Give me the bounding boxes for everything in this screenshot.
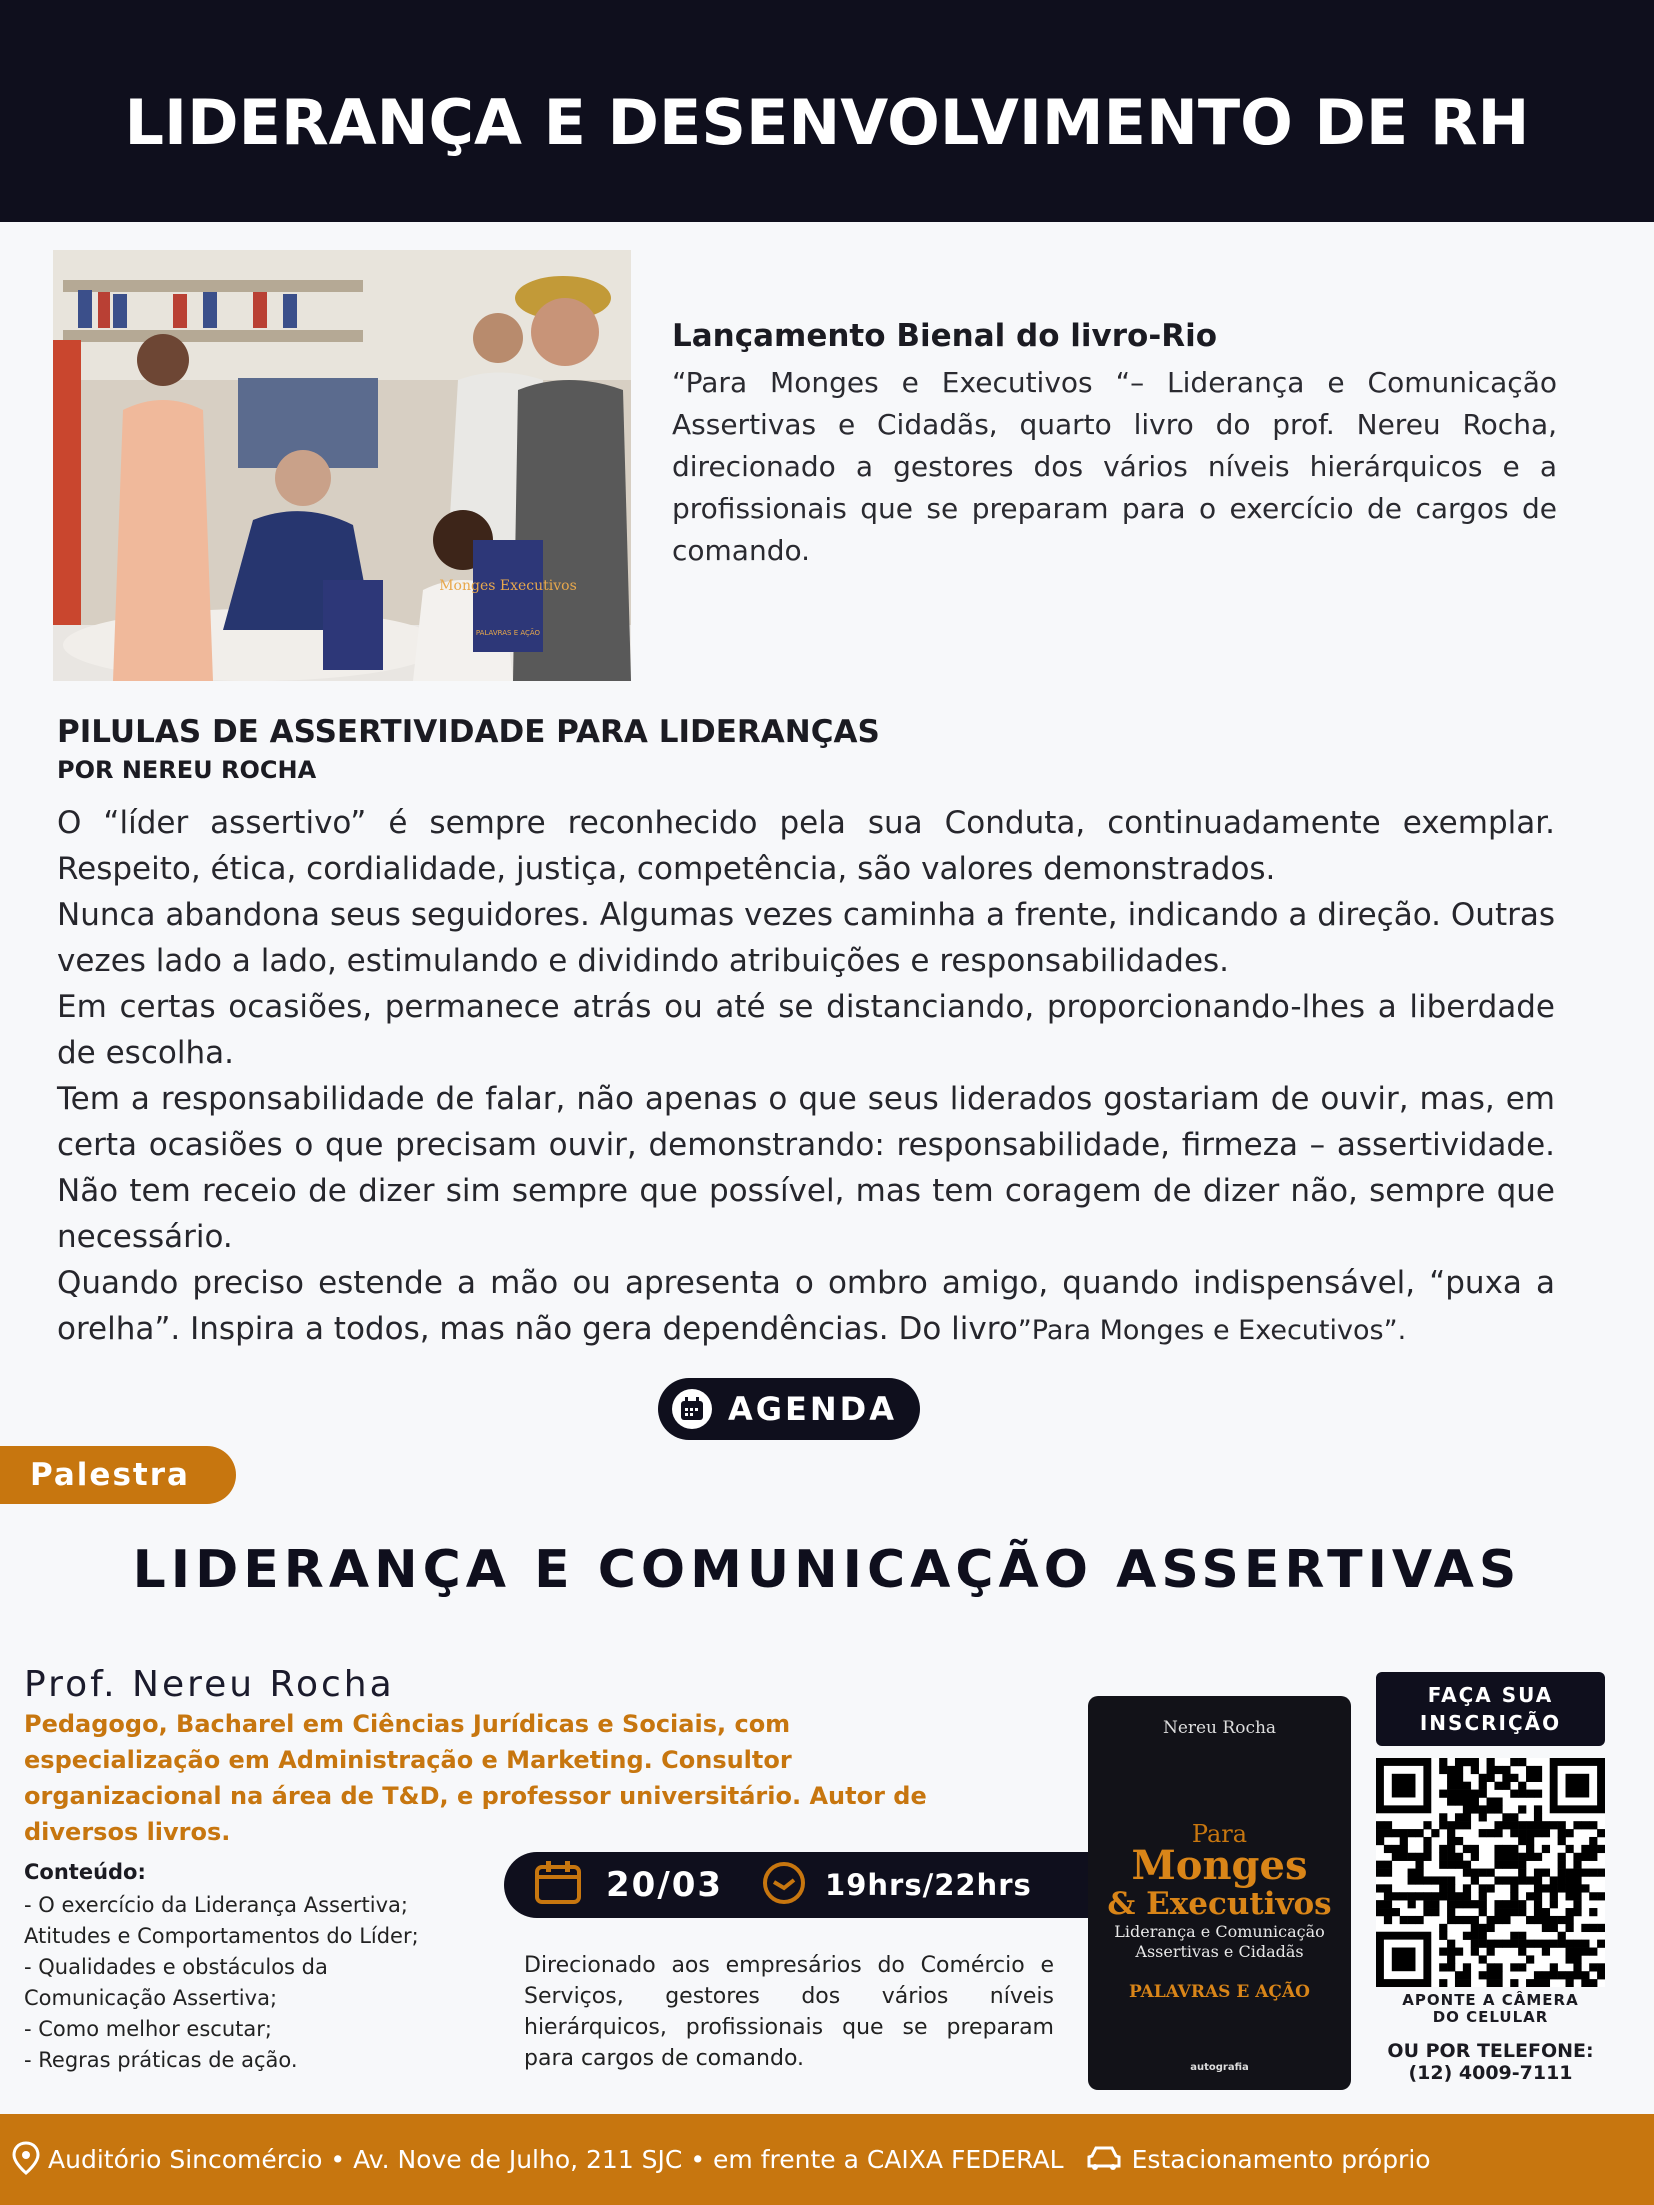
phone-contact [1376, 2040, 1605, 2084]
event-date-bar [504, 1852, 1090, 1918]
event-time: 19hrs/22hrs [825, 1868, 1032, 1902]
article-title: PILULAS DE ASSERTIVIDADE PARA LIDERANÇAS [57, 714, 880, 750]
speaker-name: Prof. Nereu Rocha [24, 1664, 395, 1705]
content-item: Comunicação Assertiva; [24, 1986, 278, 2010]
book-title-line2: Monges [1131, 1842, 1308, 1889]
footer-location: Auditório Sincomércio • Av. Nove de Julho, 211 SJC • em frente a CAIXA FEDERAL [48, 2145, 1064, 2174]
content-list [24, 1890, 474, 2076]
footer-parking: Estacionamento próprio [1131, 2145, 1431, 2174]
content-item: - Regras práticas de ação. [24, 2048, 298, 2072]
page-title: LIDERANÇA E DESENVOLVIMENTO DE RH [124, 85, 1530, 159]
article-body [57, 800, 1555, 1354]
content-item: - O exercício da Liderança Assertiva; [24, 1893, 408, 1917]
book-title-line1: Para [1191, 1820, 1248, 1848]
article-book-source: ”Para Monges e Executivos”. [1017, 1315, 1407, 1346]
book-launch-photo-illustration [53, 250, 631, 681]
photo-book-title: Monges Executivos [439, 578, 577, 594]
content-item: Atitudes e Comportamentos do Líder; [24, 1924, 419, 1948]
agenda-label: AGENDA [728, 1390, 897, 1428]
header-banner [0, 0, 1654, 222]
book-launch-photo [53, 250, 631, 681]
calendar-icon [672, 1389, 712, 1429]
book-author: Nereu Rocha [1162, 1718, 1277, 1738]
palestra-label: Palestra [30, 1457, 190, 1493]
content-title: Conteúdo: [24, 1860, 146, 1884]
qr-caption-line1: APONTE A CÂMERA [1402, 1991, 1579, 2009]
qr-code-graphic [1376, 1758, 1605, 1987]
article-paragraph-last [57, 1260, 1555, 1354]
speaker-bio: Pedagogo, Bacharel em Ciências Jurídicas e Sociais, com especialização em Administração e Marketing. Consultor organizacional na área de T&D, e professor universitário. Autor de diversos livros. [24, 1710, 927, 1846]
talk-title: LIDERANÇA E COMUNICAÇÃO ASSERTIVAS [132, 1540, 1522, 1600]
content-item: - Como melhor escutar; [24, 2017, 272, 2041]
clock-icon [761, 1860, 807, 1910]
calendar-icon [534, 1861, 582, 1909]
phone-label: OU POR TELEFONE: [1387, 2040, 1594, 2062]
qr-caption-line2: DO CELULAR [1432, 2008, 1549, 2026]
content-item: - Qualidades e obstáculos da [24, 1955, 328, 1979]
book-publisher: autografia [1190, 2062, 1249, 2073]
article-paragraph: Tem a responsabilidade de falar, não apenas o que seus liderados gostariam de ouvir, mas, em certa ocasiões o que precisam ouvir, demonstrando: responsabilidade, firmeza – assertividade. Não tem receio de dizer sim sempre que possível, mas tem coragem de dizer não, sempre que necessário. [57, 1081, 1555, 1255]
article-byline: POR NEREU ROCHA [57, 756, 317, 784]
qr-caption [1376, 1992, 1605, 2026]
book-tagline: PALAVRAS E AÇÃO [1129, 1982, 1310, 2002]
event-date: 20/03 [606, 1865, 724, 1905]
location-pin-icon [12, 2141, 40, 2179]
car-icon [1086, 2144, 1122, 2176]
book-cover [1088, 1696, 1351, 2090]
photo-book-subtitle: PALAVRAS E AÇÃO [475, 629, 541, 637]
footer-bar [0, 2114, 1654, 2205]
signup-button[interactable] [1376, 1672, 1605, 1746]
launch-title: Lançamento Bienal do livro-Rio [672, 318, 1218, 354]
qr-code[interactable] [1376, 1758, 1605, 1987]
launch-description: “Para Monges e Executivos “– Liderança e Comunicação Assertivas e Cidadãs, quarto livro do prof. Nereu Rocha, direcionado a gestores dos vários níveis hierárquicos e a profissionais que se preparam para o exercício de cargos de comando. [672, 366, 1557, 567]
article-last-text: Quando preciso estende a mão ou apresenta o ombro amigo, quando indispensável, “puxa a orelha”. Inspira a todos, mas não gera dependências. Do livro [57, 1265, 1555, 1347]
book-subtitle: Liderança e Comunicação Assertivas e Cidadãs [1114, 1922, 1325, 1961]
agenda-badge [658, 1378, 920, 1440]
signup-label-line1: FAÇA SUA [1427, 1683, 1554, 1707]
signup-label-line2: INSCRIÇÃO [1419, 1711, 1562, 1735]
event-audience: Direcionado aos empresários do Comércio e Serviços, gestores dos vários níveis hierárquicos, profissionais que se preparam para cargos de comando. [524, 1953, 1054, 2071]
article-paragraph: O “líder assertivo” é sempre reconhecido pela sua Conduta, continuadamente exemplar. Respeito, ética, cordialidade, justiça, competência, são valores demonstrados. [57, 805, 1555, 887]
palestra-tag [0, 1446, 236, 1504]
article-paragraph: Em certas ocasiões, permanece atrás ou até se distanciando, proporcionando-lhes a liberdade de escolha. [57, 989, 1555, 1071]
article-paragraph: Nunca abandona seus seguidores. Algumas vezes caminha a frente, indicando a direção. Outras vezes lado a lado, estimulando e dividindo atribuições e responsabilidades. [57, 897, 1555, 979]
phone-number[interactable]: (12) 4009-7111 [1408, 2062, 1573, 2084]
book-title-line3: & Executivos [1107, 1886, 1332, 1922]
